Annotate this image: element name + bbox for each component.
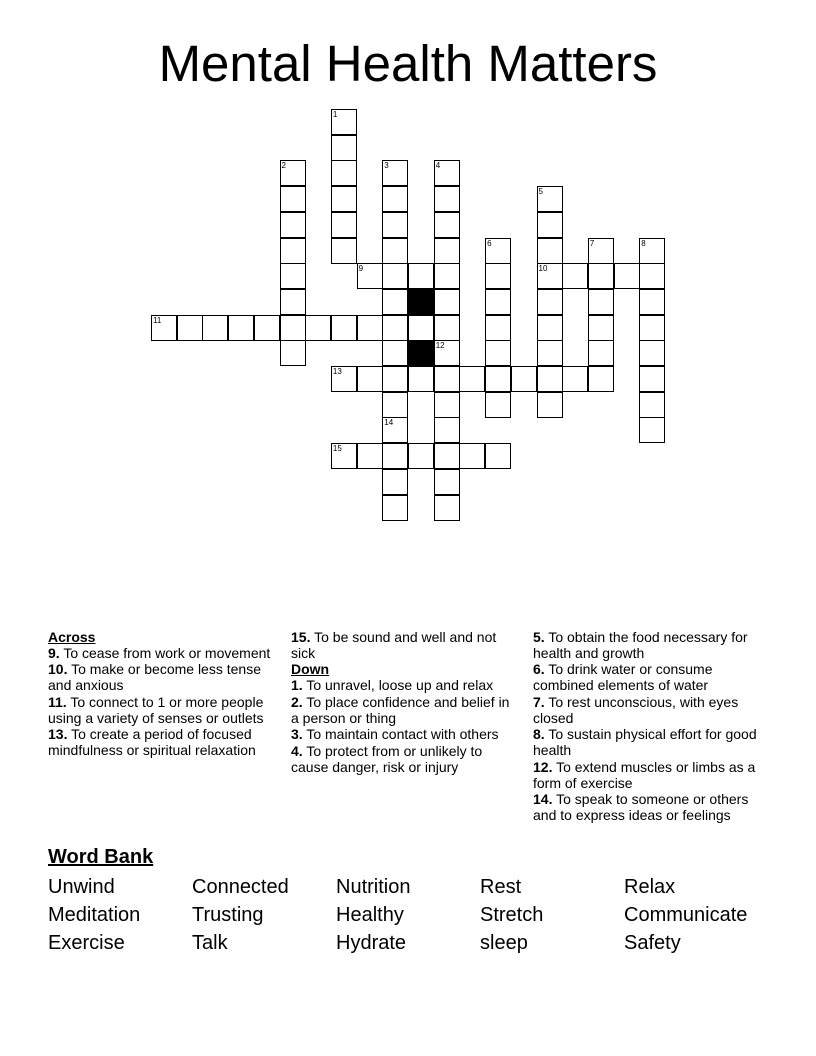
grid-cell[interactable] <box>537 392 563 418</box>
down-clue: 3. To maintain contact with others <box>291 726 499 743</box>
word-bank-word: Meditation <box>48 904 141 926</box>
grid-cell[interactable] <box>331 160 357 186</box>
grid-cell[interactable] <box>434 443 460 469</box>
clue-number: 14 <box>384 418 394 428</box>
down-clue: 1. To unravel, loose up and relax <box>291 677 494 694</box>
grid-cell[interactable] <box>331 443 357 469</box>
grid-cell[interactable] <box>202 315 228 341</box>
grid-cell[interactable] <box>177 315 203 341</box>
grid-cell[interactable] <box>408 366 434 392</box>
clue-number: 3 <box>384 161 389 171</box>
grid-cell[interactable] <box>434 469 460 495</box>
grid-cell[interactable] <box>588 289 614 315</box>
grid-cell[interactable] <box>459 366 485 392</box>
grid-cell[interactable] <box>331 109 357 135</box>
clue-number: 2 <box>281 161 286 171</box>
grid-cell[interactable] <box>151 315 177 341</box>
down-header: Down <box>291 661 330 678</box>
across-clue: 9. To cease from work or movement <box>48 645 271 661</box>
grid-cell[interactable] <box>588 263 614 289</box>
grid-cell[interactable] <box>434 238 460 264</box>
clue-column-3 <box>533 629 763 823</box>
grid-cell[interactable] <box>408 263 434 289</box>
grid-cell[interactable] <box>434 495 460 521</box>
grid-cell[interactable] <box>434 186 460 212</box>
grid-cell[interactable] <box>280 160 306 186</box>
clue-number: 6 <box>487 238 492 248</box>
grid-cell[interactable] <box>639 366 665 392</box>
down-clue: 2. To place confidence and belief in a person or thing <box>291 693 510 726</box>
grid-cell[interactable] <box>562 263 588 289</box>
grid-cell[interactable] <box>537 366 563 392</box>
down-clue: 6. To drink water or consume combined elements of water <box>533 661 713 694</box>
clue-number: 11 <box>153 315 162 325</box>
grid-cell[interactable] <box>537 315 563 341</box>
down-clue: 4. To protect from or unlikely to cause danger, risk or injury <box>291 742 483 775</box>
down-clue: 14. To speak to someone or others and to express ideas or feelings <box>533 790 749 823</box>
clue-number: 8 <box>641 238 646 248</box>
grid-cell[interactable] <box>331 135 357 161</box>
grid-cell[interactable] <box>408 443 434 469</box>
grid-cell[interactable] <box>382 495 408 521</box>
down-clue: 8. To sustain physical effort for good health <box>533 726 757 759</box>
grid-cell[interactable] <box>537 340 563 366</box>
grid-cell[interactable] <box>382 340 408 366</box>
grid-cell[interactable] <box>485 263 511 289</box>
grid-cell[interactable] <box>485 366 511 392</box>
grid-cell[interactable] <box>357 315 383 341</box>
across-clue: 11. To connect to 1 or more people using a variety of senses or outlets <box>48 693 264 726</box>
grid-cell[interactable] <box>280 238 306 264</box>
grid-cell[interactable] <box>331 366 357 392</box>
grid-cell[interactable] <box>382 289 408 315</box>
grid-cell[interactable] <box>434 315 460 341</box>
grid-cell[interactable] <box>588 238 614 264</box>
grid-cell[interactable] <box>639 238 665 264</box>
grid-cell[interactable] <box>331 212 357 238</box>
clue-number: 1 <box>332 110 338 119</box>
word-bank-word: sleep <box>480 932 528 954</box>
clue-number: 15 <box>332 444 342 454</box>
grid-cell[interactable] <box>459 443 485 469</box>
word-bank-title: Word Bank <box>48 846 154 868</box>
down-clue: 12. To extend muscles or limbs as a form of exercise <box>533 758 756 791</box>
grid-cell[interactable] <box>254 315 280 341</box>
clue-number: 9 <box>358 264 364 274</box>
grid-cell[interactable] <box>305 315 331 341</box>
clue-column-2 <box>291 629 511 775</box>
word-bank-word: Stretch <box>480 904 544 926</box>
grid-cell[interactable] <box>537 289 563 315</box>
grid-cell[interactable] <box>280 263 306 289</box>
grid-cell[interactable] <box>639 315 665 341</box>
grid-cell[interactable] <box>280 289 306 315</box>
grid-cell[interactable] <box>280 186 306 212</box>
down-clue: 7. To rest unconscious, with eyes closed <box>533 693 739 726</box>
down-clue: 5. To obtain the food necessary for health and growth <box>533 629 748 661</box>
word-bank-word: Safety <box>624 932 681 954</box>
word-bank-word: Relax <box>624 876 676 898</box>
grid-cell[interactable] <box>434 392 460 418</box>
grid-cell[interactable] <box>382 263 408 289</box>
grid-cell[interactable] <box>588 315 614 341</box>
grid-cell[interactable] <box>485 315 511 341</box>
word-bank-word: Nutrition <box>336 876 411 898</box>
word-bank-word: Healthy <box>336 904 404 926</box>
grid-cell[interactable] <box>537 186 563 212</box>
clue-column-1 <box>48 629 280 759</box>
grid-cell[interactable] <box>382 186 408 212</box>
grid-cell[interactable] <box>639 392 665 418</box>
across-header: Across <box>48 629 96 645</box>
grid-cell[interactable] <box>408 315 434 341</box>
grid-cell[interactable] <box>382 469 408 495</box>
clue-number: 10 <box>538 264 548 274</box>
grid-cell[interactable] <box>434 417 460 443</box>
grid-cell[interactable] <box>639 263 665 289</box>
word-bank-word: Communicate <box>624 904 748 926</box>
grid-cell[interactable] <box>485 238 511 264</box>
clue-number: 13 <box>332 367 342 376</box>
grid-cell[interactable] <box>639 289 665 315</box>
clue-number: 5 <box>538 187 543 197</box>
grid-cell[interactable] <box>382 315 408 341</box>
grid-cell[interactable] <box>639 417 665 443</box>
grid-cell[interactable] <box>280 315 306 341</box>
grid-cell[interactable] <box>382 160 408 186</box>
grid-cell[interactable] <box>228 315 254 341</box>
grid-cell[interactable] <box>382 212 408 238</box>
grid-cell[interactable] <box>434 263 460 289</box>
grid-cell[interactable] <box>382 392 408 418</box>
grid-cell[interactable] <box>280 340 306 366</box>
across-clue: 15. To be sound and well and not sick <box>291 629 497 661</box>
grid-cell[interactable] <box>331 315 357 341</box>
word-bank-word: Rest <box>480 876 522 898</box>
grid-cell[interactable] <box>639 340 665 366</box>
grid-cell[interactable] <box>434 212 460 238</box>
grid-cell[interactable] <box>537 263 563 289</box>
word-bank-word: Connected <box>192 876 289 898</box>
black-square <box>408 289 434 315</box>
across-clue: 10. To make or become less tense and anxious <box>48 661 261 694</box>
grid-cell[interactable] <box>434 340 460 366</box>
grid-cell[interactable] <box>357 263 383 289</box>
grid-cell[interactable] <box>614 263 640 289</box>
clue-number: 4 <box>435 161 441 171</box>
word-bank-word: Exercise <box>48 932 125 954</box>
grid-cell[interactable] <box>485 340 511 366</box>
grid-cell[interactable] <box>485 289 511 315</box>
grid-cell[interactable] <box>562 366 588 392</box>
grid-cell[interactable] <box>382 238 408 264</box>
grid-cell[interactable] <box>382 417 408 443</box>
clue-number: 7 <box>589 238 595 248</box>
grid-cell[interactable] <box>357 366 383 392</box>
grid-cell[interactable] <box>382 366 408 392</box>
grid-cell[interactable] <box>331 186 357 212</box>
grid-cell[interactable] <box>588 340 614 366</box>
grid-cell[interactable] <box>434 160 460 186</box>
grid-cell[interactable] <box>434 366 460 392</box>
word-bank-word: Talk <box>192 932 228 954</box>
grid-cell[interactable] <box>588 366 614 392</box>
black-square <box>408 340 434 366</box>
grid-cell[interactable] <box>434 289 460 315</box>
word-bank-word: Unwind <box>48 876 115 898</box>
grid-cell[interactable] <box>537 238 563 264</box>
grid-cell[interactable] <box>485 443 511 469</box>
grid-cell[interactable] <box>511 366 537 392</box>
across-clue: 13. To create a period of focused mindfulness or spiritual relaxation <box>48 726 256 759</box>
grid-cell[interactable] <box>357 443 383 469</box>
grid-cell[interactable] <box>382 443 408 469</box>
grid-cell[interactable] <box>537 212 563 238</box>
grid-cell[interactable] <box>485 392 511 418</box>
clue-number: 12 <box>435 341 445 351</box>
word-bank-word: Trusting <box>192 904 264 926</box>
puzzle-title: Mental Health Matters <box>158 35 658 92</box>
grid-cell[interactable] <box>280 212 306 238</box>
word-bank-word: Hydrate <box>336 932 407 954</box>
grid-cell[interactable] <box>331 238 357 264</box>
